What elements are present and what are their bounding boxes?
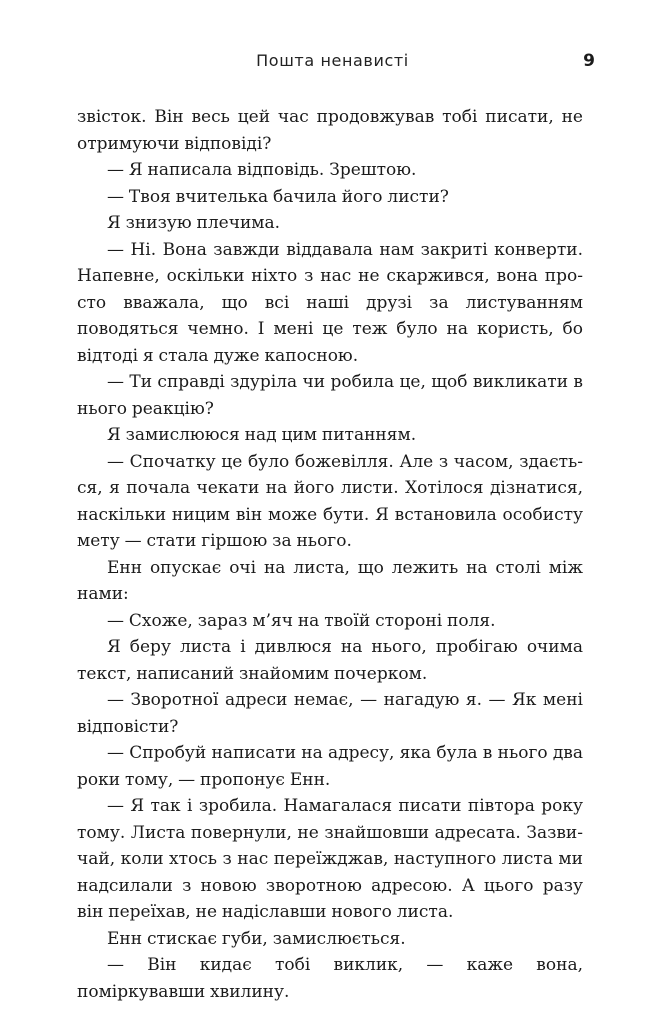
paragraph: Я знизую плечима. xyxy=(107,213,281,233)
running-title: Пошта ненависті xyxy=(256,51,409,70)
paragraph: — Твоя вчителька бачила його листи? xyxy=(107,186,449,207)
paragraph: — Ні. Вона завжди віддавала нам закриті конверти. Напевне, оскільки ніхто з нас не скаржився, вона просто вважала, що всі наші друзі за листуванням поводяться чемно. І мені це теж було на користь, бо відтоді я стала дуже капосною. xyxy=(77,239,583,366)
paragraph: — Ти справді здуріла чи робила це, щоб викликати в нього реакцію? xyxy=(77,372,583,419)
paragraph: звісток. Він весь цей час продовжував тобі писати, не отримуючи відповіді? xyxy=(77,107,583,154)
paragraph: — Зворотної адреси немає, — нагадую я. — Як мені відповісти? xyxy=(77,690,583,737)
running-head xyxy=(0,46,665,76)
paragraph: Я беру листа і дивлюся на нього, пробігаю очима текст, написаний знайомим почерком. xyxy=(77,637,583,684)
page-number: 9 xyxy=(583,51,595,71)
body-text xyxy=(77,104,583,1005)
paragraph: — Я так і зробила. Намагалася писати півтора року тому. Листа повернули, не знайшовши адресата. Зазвичай, коли хтось з нас переїжджав, наступного листа ми надсилали з новою зворотною адресою. А цього разу він переїхав, не надіславши нового листа. xyxy=(77,796,583,922)
paragraph: Енн стискає губи, замислюється. xyxy=(107,928,406,949)
paragraph: — Спробуй написати на адресу, яка була в нього два роки тому, — пропонує Енн. xyxy=(77,743,583,790)
paragraph: — Схоже, зараз м’яч на твоїй стороні поля. xyxy=(107,610,496,631)
paragraph: — Він кидає тобі виклик, — каже вона, поміркувавши хвилину. xyxy=(77,955,583,1002)
paragraph: — Спочатку це було божевілля. Але з часом, здається, я почала чекати на його листи. Хотілося дізнатися, наскільки ницим він може бути. Я встановила особисту мету — стати гіршою за нього. xyxy=(77,451,583,551)
paragraph: — Я написала відповідь. Зрештою. xyxy=(107,160,417,180)
paragraph: Енн опускає очі на листа, що лежить на столі між нами: xyxy=(77,557,583,604)
paragraph: Я замислююся над цим питанням. xyxy=(107,425,417,445)
